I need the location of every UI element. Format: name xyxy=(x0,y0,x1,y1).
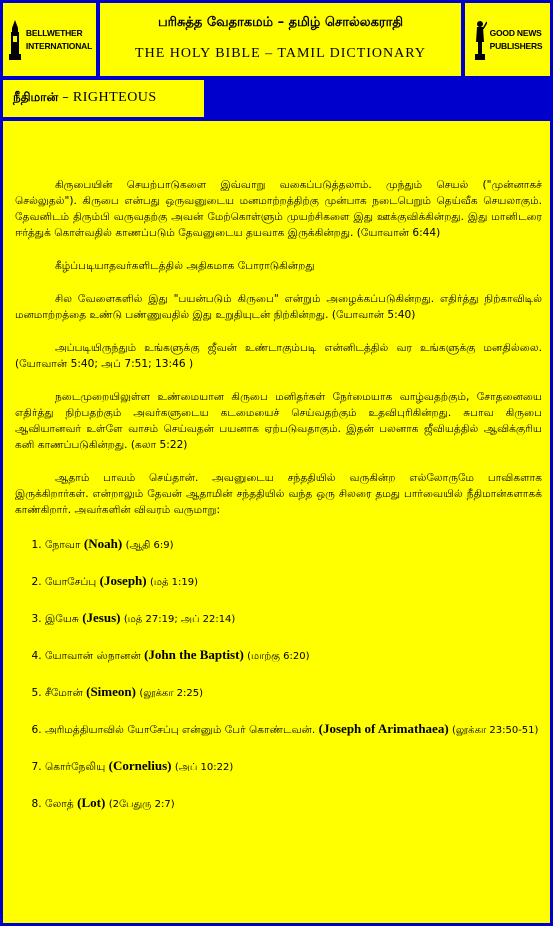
list-item: 4. யோவான் ஸ்நானன் (John the Baptist) (மாற்கு 6:20) xyxy=(45,646,542,666)
left-logo-line-2: INTERNATIONAL xyxy=(25,40,93,51)
list-item: 8. லோத் (Lot) (2பேதுரு 2:7) xyxy=(45,794,542,814)
good-news-logo-panel xyxy=(465,3,550,76)
word-heading xyxy=(13,90,157,106)
bell-tower-icon xyxy=(7,18,23,62)
list-item: 5. சீமோன் (Simeon) (லூக்கா 2:25) xyxy=(45,683,542,703)
paragraph-4: அப்படியிருந்தும் உங்களுக்கு ஜீவன் உண்டாகும்படி என்னிடத்தில் வர உங்களுக்கு மனதில்லை. (யோவான் 5:40; அப் 7:51; 13:46 ) xyxy=(15,342,542,370)
bellwether-logo-panel xyxy=(3,3,96,76)
paragraph-2: கீழ்ப்படியாதவர்களிடத்தில் அதிகமாக போராடுகின்றது xyxy=(55,260,315,272)
paragraph-1: கிருபையின் செயற்பாடுகளை இவ்வாறு வகைப்படுத்தலாம். முந்தும் செயல் ("முன்னாகச் செல்லுதல்"). கிருபை என்பது ஒருவனுடைய மனமாற்றத்திற்கு முன்பாக நடைபெறும் தெய்வீக செயலாகும். தேவனிடம் திரும்பி வருவதற்கு அவன் மேற்கொள்ளும் முயற்சிகளை இது ஊக்குவிக்கின்றது. இது மானிடரை ஈர்த்துக் கொள்வதில் காணப்படும் தேவனுடைய தயவாக இருக்கின்றது. (யோவான் 6:44) xyxy=(15,179,542,239)
righteous-list xyxy=(15,535,542,814)
list-item: 7. கொர்நேலியு (Cornelius) (அப் 10:22) xyxy=(45,757,542,777)
paragraph-3: சில வேளைகளில் இது "பயன்படும் கிருபை" என்றும் அழைக்கப்படுகின்றது. எதிர்த்து நிற்காவிடில் மனமாற்றத்தை உண்டு பண்ணுவதில் இது உறுதியுடன் நிற்கின்றது. (யோவான் 5:40) xyxy=(15,293,542,321)
paragraph-5: நடைமுறையிலுள்ள உண்மையான கிருபை மனிதர்கள் நேர்மையாக வாழ்வதற்கும், சோதனையை எதிர்த்து நிற்பதற்கும் அவர்களுடைய கடமையைச் செய்வதற்கும் உதவிபுரிகின்றது. சுபாவ கிருபை ஆவியானவர் உள்ளே வாசம் செய்வதன் பயனாக ஏற்படுவதாகும். இதன் பலனாக ஜீவியத்தில் ஆவிக்குரிய கனி காணப்படுகின்றது. (கலா 5:22) xyxy=(15,391,542,451)
definition-content xyxy=(15,177,542,831)
paragraph-6: ஆதாம் பாவம் செய்தான். அவனுடைய சந்ததியில் வருகின்ற எல்லோருமே பாவிகளாக இருக்கிறார்கள். என்றாலும் தேவன் ஆதாமின் சந்ததியில் வந்த ஒரு சிலரை தமது பார்வையில் நீதிமான்களாகக் காண்கிறார். அவர்களின் விவரம் வருமாறு: xyxy=(15,472,542,516)
word-tamil: நீதிமான் xyxy=(13,90,59,104)
word-english: RIGHTEOUS xyxy=(72,90,157,105)
list-item: 6. அரிமத்தியாவில் யோசேப்பு என்னும் பேர் கொண்டவன். (Joseph of Arimathaea) (லூக்கா 23:50-51) xyxy=(45,720,542,740)
list-item: 2. யோசேப்பு (Joseph) (மத் 1:19) xyxy=(45,572,542,592)
title-english: THE HOLY BIBLE – TAMIL DICTIONARY xyxy=(135,46,426,61)
right-logo-line-2: PUBLISHERS xyxy=(489,40,543,51)
list-item: 3. இயேசு (Jesus) (மத் 27:19; அப் 22:14) xyxy=(45,609,542,629)
angel-trumpet-icon xyxy=(473,18,487,62)
word-separator: – xyxy=(62,90,69,105)
header-title-panel xyxy=(100,3,461,76)
word-heading-panel xyxy=(3,80,204,117)
title-tamil: பரிசுத்த வேதாகமம் – தமிழ் சொல்லகராதி xyxy=(157,15,404,30)
definition-panel xyxy=(3,121,550,923)
right-logo-line-1: GOOD NEWS xyxy=(489,27,542,38)
left-logo-line-1: BELLWETHER xyxy=(25,27,83,38)
list-item: 1. நோவா (Noah) (ஆதி 6:9) xyxy=(45,535,542,555)
